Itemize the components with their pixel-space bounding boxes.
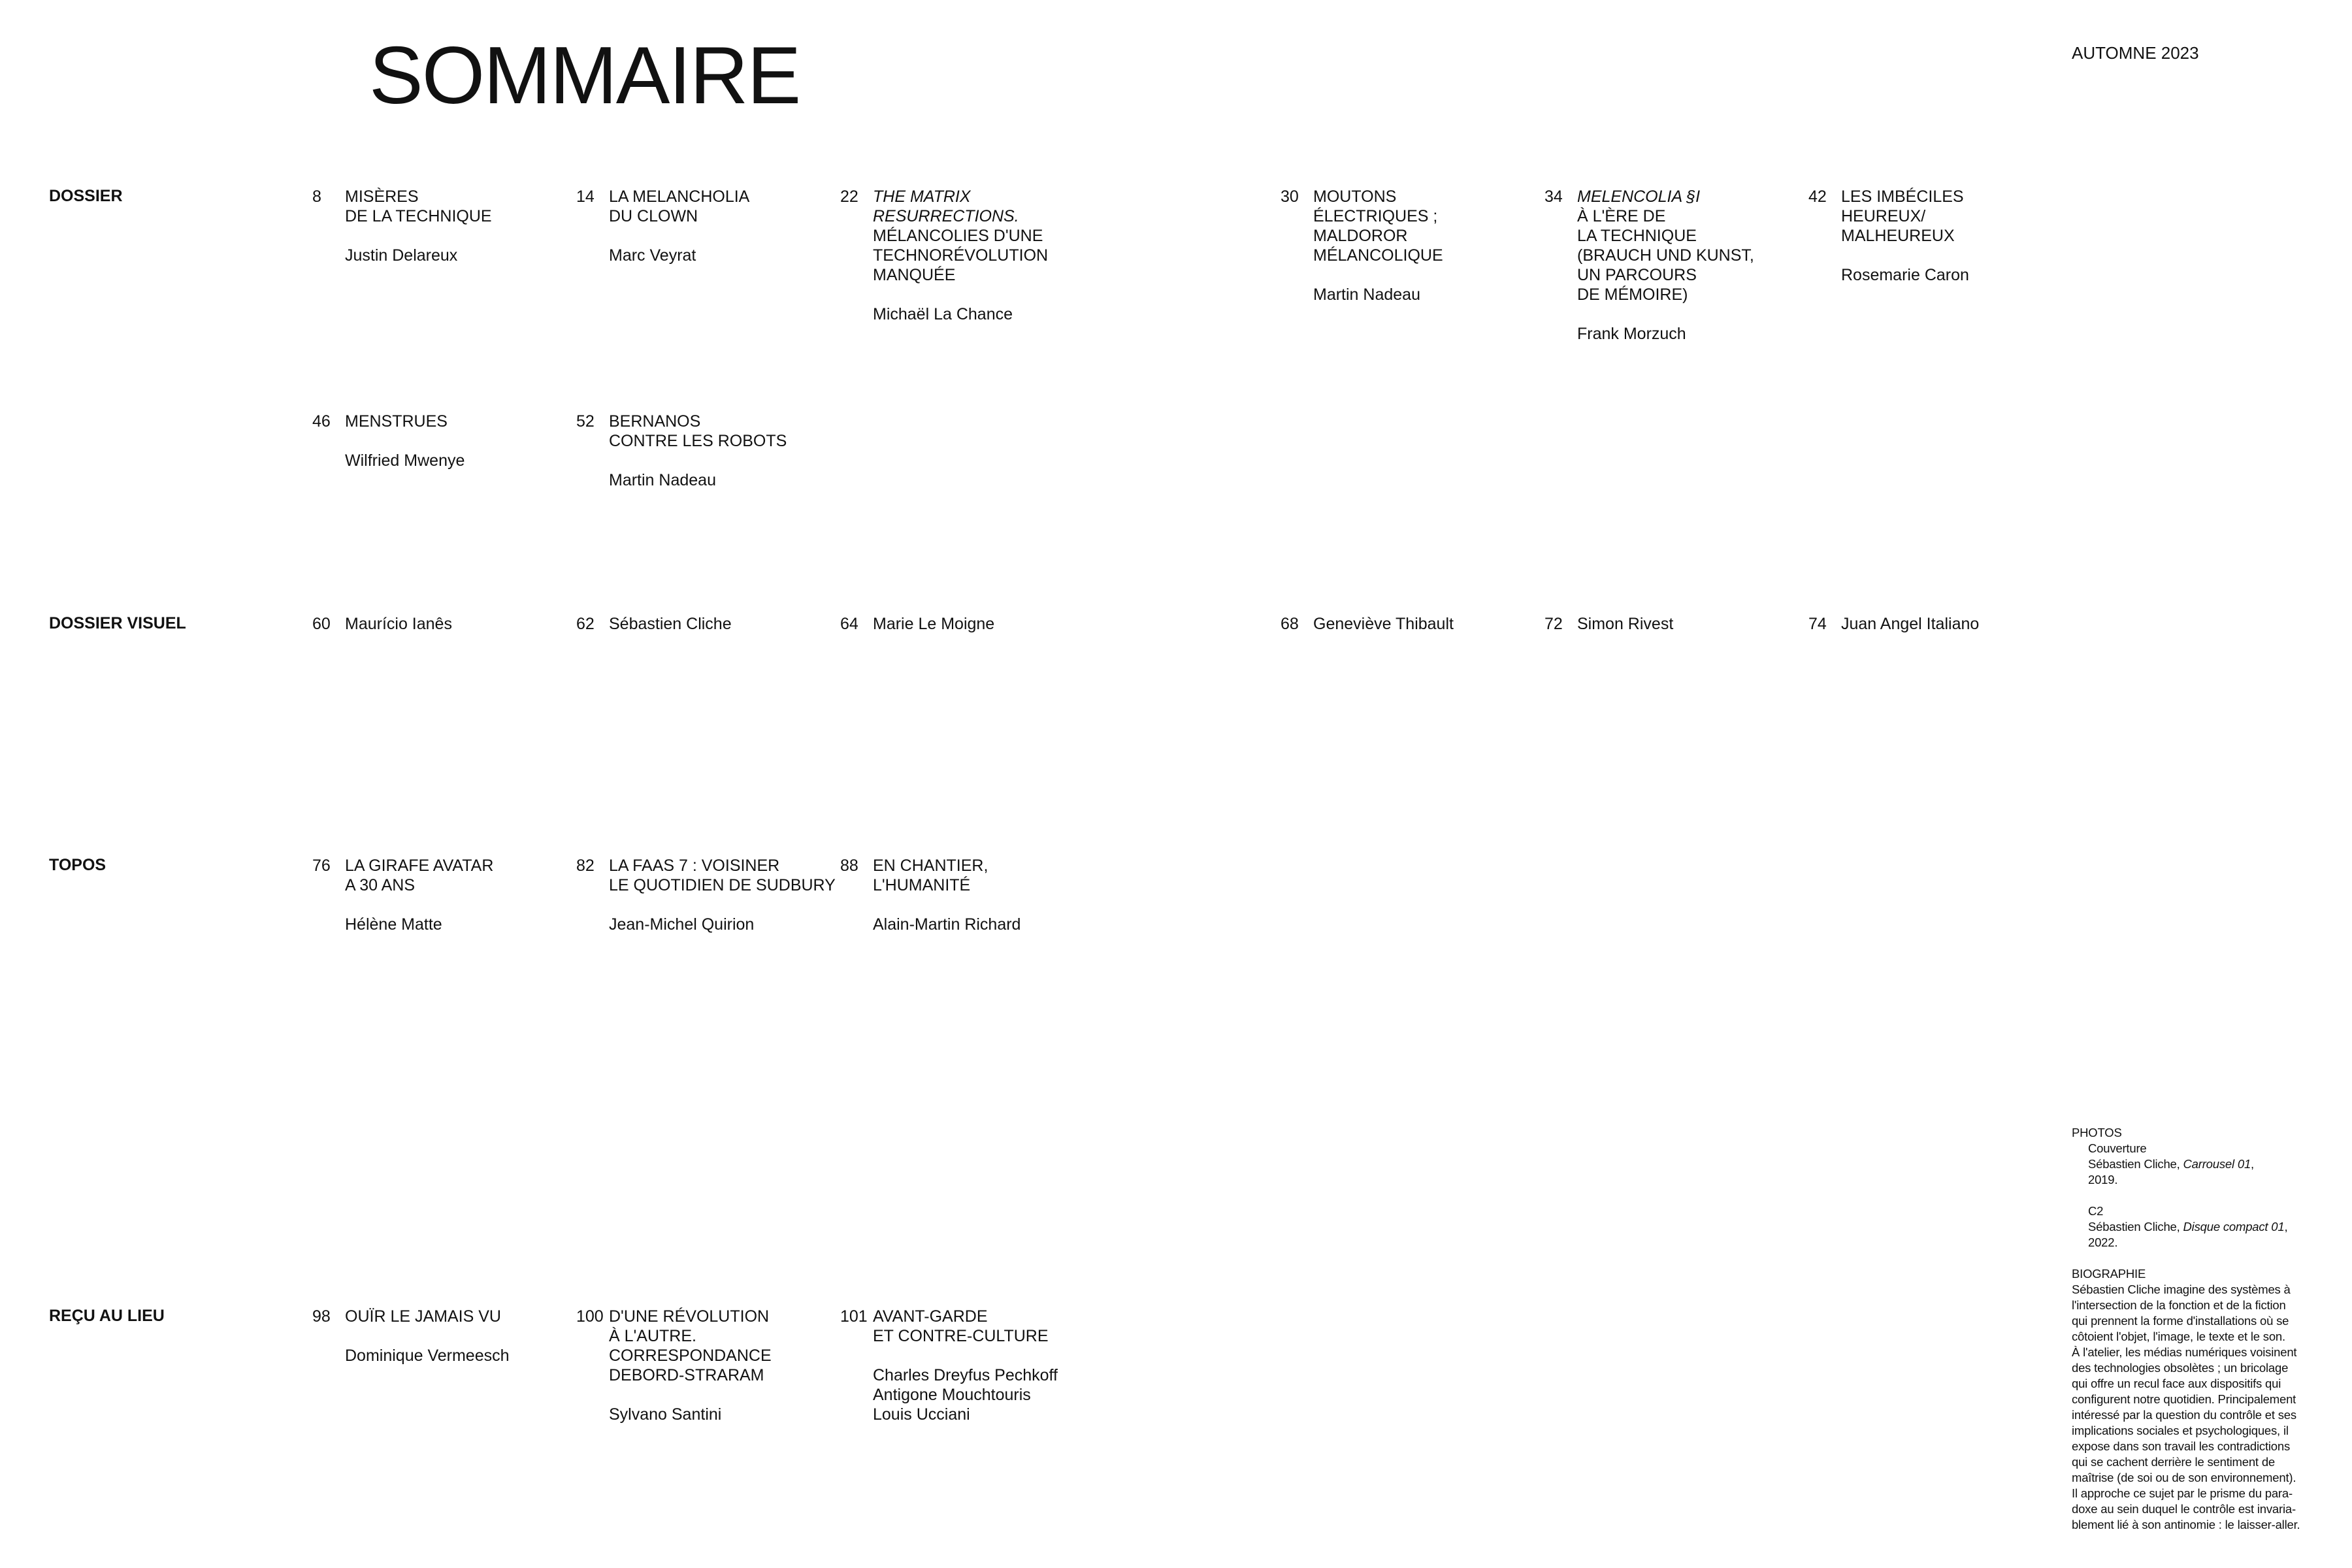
entry-title-line: LES IMBÉCILES — [1841, 188, 1964, 206]
page-number: 60 — [312, 615, 331, 633]
entry-author: Michaël La Chance — [873, 305, 1013, 323]
biography-line: qui se cachent derrière le sentiment de — [2072, 1455, 2275, 1469]
entry-author: Geneviève Thibault — [1313, 615, 1454, 633]
page-number: 82 — [576, 857, 595, 875]
entry-title-line: À L'AUTRE. — [609, 1327, 696, 1345]
entry-title-line: D'UNE RÉVOLUTION — [609, 1307, 770, 1326]
entry-title-line: LA MELANCHOLIA — [609, 188, 750, 206]
biography-line: des technologies obsolètes ; un bricolage — [2072, 1361, 2289, 1375]
biography-line: implications sociales et psychologiques, il — [2072, 1424, 2289, 1437]
biography-line: qui prennent la forme d'installations où se — [2072, 1314, 2289, 1328]
entry-title-line: HEUREUX/ — [1841, 207, 1926, 225]
entry-title-line: UN PARCOURS — [1577, 266, 1697, 284]
entry-title-line: CONTRE LES ROBOTS — [609, 432, 787, 450]
entry-author: Jean-Michel Quirion — [609, 915, 755, 934]
entry-title-line: RESURRECTIONS. — [873, 207, 1019, 225]
entry-author: Sébastien Cliche — [609, 615, 732, 633]
entry-title-line: À L'ÈRE DE — [1577, 207, 1666, 225]
entry-author: Maurício Ianês — [345, 615, 452, 633]
c2-year: 2022. — [2088, 1235, 2118, 1249]
biography-line: qui offre un recul face aux dispositifs qui — [2072, 1377, 2281, 1390]
entry-author: Louis Ucciani — [873, 1405, 970, 1424]
entry-title-line: ÉLECTRIQUES ; — [1313, 207, 1438, 225]
section-label-topos: TOPOS — [49, 856, 106, 874]
entry-title-line: MANQUÉE — [873, 266, 956, 284]
entry-title-line: BERNANOS — [609, 412, 701, 431]
entry-title-line: MOUTONS — [1313, 188, 1397, 206]
page-number: 30 — [1281, 188, 1299, 206]
entry-author: Rosemarie Caron — [1841, 266, 1969, 284]
entry-author: Justin Delareux — [345, 246, 458, 265]
c2-credit: Sébastien Cliche, Disque compact 01, — [2088, 1220, 2288, 1233]
issue-season: AUTOMNE 2023 — [2072, 43, 2199, 63]
entry-author: Antigone Mouchtouris — [873, 1386, 1031, 1404]
biography-line: intéressé par la question du contrôle et ses — [2072, 1408, 2296, 1422]
entry-author: Dominique Vermeesch — [345, 1347, 510, 1365]
entry-author: Juan Angel Italiano — [1841, 615, 1980, 633]
page-number: 34 — [1544, 188, 1563, 206]
entry-title-line: MALDOROR — [1313, 227, 1408, 245]
page-number: 52 — [576, 412, 595, 431]
page-number: 42 — [1808, 188, 1827, 206]
entry-title-line: OUÏR LE JAMAIS VU — [345, 1307, 501, 1326]
page-number: 98 — [312, 1307, 331, 1326]
entry-title-line: LA TECHNIQUE — [1577, 227, 1697, 245]
entry-title-line: MALHEUREUX — [1841, 227, 1955, 245]
entry-title-line: MENSTRUES — [345, 412, 448, 431]
entry-author: Wilfried Mwenye — [345, 451, 465, 470]
entry-title-line: TECHNORÉVOLUTION — [873, 246, 1049, 265]
biography-line: côtoient l'objet, l'image, le texte et le son. — [2072, 1330, 2285, 1343]
page-number: 101 — [840, 1307, 868, 1326]
page-title: SOMMAIRE — [369, 31, 800, 121]
biography-line: expose dans son travail les contradictions — [2072, 1439, 2291, 1453]
entry-title-line: LE QUOTIDIEN DE SUDBURY — [609, 876, 836, 894]
entry-title-line: MISÈRES — [345, 188, 419, 206]
section-label-recu-au-lieu: REÇU AU LIEU — [49, 1307, 165, 1325]
entry-title-line: DEBORD-STRARAM — [609, 1366, 764, 1384]
section-label-dossier: DOSSIER — [49, 187, 123, 205]
entry-title-line: LA FAAS 7 : VOISINER — [609, 857, 780, 875]
page-number: 74 — [1808, 615, 1827, 633]
entry-title-line: ET CONTRE-CULTURE — [873, 1327, 1049, 1345]
page-number: 72 — [1544, 615, 1563, 633]
biography-heading: BIOGRAPHIE — [2072, 1267, 2146, 1281]
entry-author: Marie Le Moigne — [873, 615, 995, 633]
biography-line: maîtrise (de soi ou de son environnement). — [2072, 1471, 2296, 1484]
entry-title-line: EN CHANTIER, — [873, 857, 988, 875]
page-number: 88 — [840, 857, 858, 875]
page-number: 8 — [312, 188, 321, 206]
entry-title-line: DU CLOWN — [609, 207, 698, 225]
page-number: 62 — [576, 615, 595, 633]
entry-title-line: DE MÉMOIRE) — [1577, 286, 1688, 304]
entry-author: Simon Rivest — [1577, 615, 1674, 633]
entry-title-line: DE LA TECHNIQUE — [345, 207, 492, 225]
entry-title-line: MÉLANCOLIQUE — [1313, 246, 1443, 265]
biography-line: doxe au sein duquel le contrôle est invaria- — [2072, 1502, 2296, 1516]
page-number: 100 — [576, 1307, 604, 1326]
page-number: 68 — [1281, 615, 1299, 633]
entry-title-line: A 30 ANS — [345, 876, 416, 894]
entry-title-line: THE MATRIX — [873, 188, 971, 206]
entry-title-line: LA GIRAFE AVATAR — [345, 857, 494, 875]
entry-author: Charles Dreyfus Pechkoff — [873, 1366, 1058, 1384]
entry-title-line: L'HUMANITÉ — [873, 876, 971, 894]
biography-line: configurent notre quotidien. Principalement — [2072, 1392, 2296, 1406]
entry-author: Marc Veyrat — [609, 246, 696, 265]
cover-label: Couverture — [2088, 1141, 2147, 1155]
page-number: 14 — [576, 188, 595, 206]
photos-heading: PHOTOS — [2072, 1126, 2122, 1139]
biography-line: À l'atelier, les médias numériques voisinent — [2072, 1345, 2297, 1359]
entry-author: Alain-Martin Richard — [873, 915, 1021, 934]
page-number: 46 — [312, 412, 331, 431]
biography-line: l'intersection de la fonction et de la fiction — [2072, 1298, 2286, 1312]
entry-author: Martin Nadeau — [1313, 286, 1420, 304]
entry-title-line: (BRAUCH UND KUNST, — [1577, 246, 1754, 265]
cover-year: 2019. — [2088, 1173, 2118, 1186]
entry-author: Martin Nadeau — [609, 471, 716, 489]
entry-author: Sylvano Santini — [609, 1405, 722, 1424]
section-label-dossier-visuel: DOSSIER VISUEL — [49, 614, 186, 632]
entry-title-line: MELENCOLIA §I — [1577, 188, 1701, 206]
entry-title-line: AVANT-GARDE — [873, 1307, 988, 1326]
biography-line: Il approche ce sujet par le prisme du para- — [2072, 1486, 2293, 1500]
page-number: 76 — [312, 857, 331, 875]
entry-title-line: CORRESPONDANCE — [609, 1347, 772, 1365]
c2-label: C2 — [2088, 1204, 2104, 1218]
entry-author: Frank Morzuch — [1577, 325, 1686, 343]
cover-credit: Sébastien Cliche, Carrousel 01, — [2088, 1157, 2254, 1171]
credits-panel — [2072, 1125, 2313, 1533]
entry-title-line: MÉLANCOLIES D'UNE — [873, 227, 1043, 245]
page-number: 22 — [840, 188, 858, 206]
entry-author: Hélène Matte — [345, 915, 442, 934]
biography-line: blement lié à son antinomie : le laisser-aller. — [2072, 1518, 2300, 1531]
biography-line: Sébastien Cliche imagine des systèmes à — [2072, 1282, 2291, 1296]
page-number: 64 — [840, 615, 858, 633]
